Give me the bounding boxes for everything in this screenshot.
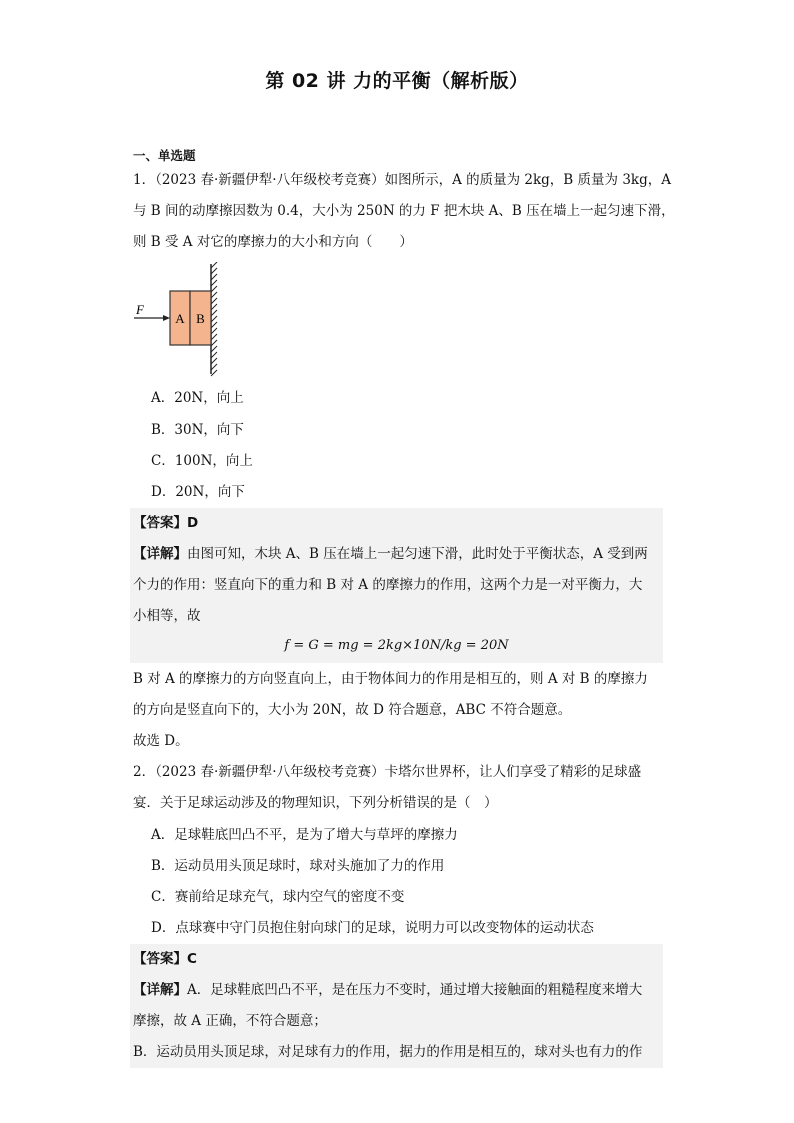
block-a-label: A: [175, 311, 185, 326]
q2-stem-line-1: 2．（2023 春·新疆伊犁·八年级校考竞赛）卡塔尔世界杯，让人们享受了精彩的足球盛: [133, 764, 642, 780]
q2-detail-line-3: B．运动员用头顶足球，对足球有力的作用，据力的作用是相互的，球对头也有力的作: [133, 1044, 643, 1060]
force-label: F: [136, 302, 144, 317]
q1-detail-line-1: [133, 544, 663, 564]
q1-detail-label: 【详解】: [133, 546, 187, 562]
q1-option-b: B．30N，向下: [151, 422, 244, 438]
q1-detail-line-2: 个力的作用：竖直向下的重力和 B 对 A 的摩擦力的作用，这两个力是一对平衡力，大: [133, 577, 643, 593]
q1-stem-line-1: 1．（2023 春·新疆伊犁·八年级校考竞赛）如图所示，A 的质量为 2kg，B 质量为 3kg，A: [133, 172, 671, 188]
wall-hatching: [211, 262, 217, 376]
q1-option-a: A．20N，向上: [151, 390, 244, 406]
q2-option-d: D．点球赛中守门员抱住射向球门的足球，说明力可以改变物体的运动状态: [151, 920, 594, 936]
q1-detail-line-3: 小相等，故: [133, 608, 201, 624]
q1-option-c: C．100N，向上: [151, 453, 253, 469]
q1-answer: [133, 513, 663, 533]
section-heading: 一、单选题: [133, 148, 196, 163]
q2-answer: [133, 949, 663, 969]
q2-detail-line-1: [133, 980, 663, 1000]
q2-detail-label: 【详解】: [133, 982, 187, 998]
q1-after-line-3: 故选 D。: [133, 733, 189, 749]
force-arrow-head: [163, 315, 170, 321]
q1-after-line-2: 的方向是竖直向下的，大小为 20N，故 D 符合题意，ABC 不符合题意。: [133, 702, 572, 718]
q2-stem-line-2: 宴．关于足球运动涉及的物理知识，下列分析错误的是（ ）: [133, 795, 498, 811]
q2-option-a: A．足球鞋底凹凸不平，是为了增大与草坪的摩擦力: [151, 827, 458, 843]
block-b-label: B: [196, 311, 205, 326]
page-title: 第 02 讲 力的平衡（解析版）: [265, 70, 529, 92]
q2-detail-line-2: 摩擦，故 A 正确，不符合题意；: [133, 1013, 327, 1029]
q2-answer-text: 【答案】C: [133, 951, 197, 967]
q1-formula: f = G = mg = 2kg×10N/kg = 20N: [284, 638, 509, 653]
q1-stem-line-2: 与 B 间的动摩擦因数为 0.4，大小为 250N 的力 F 把木块 A、B 压在墙上一起匀速下滑，: [133, 203, 675, 219]
q1-stem-line-3: 则 B 受 A 对它的摩擦力的大小和方向（ ）: [133, 234, 413, 250]
q2-detail-text-1: A．足球鞋底凹凸不平，是在压力不变时，通过增大接触面的粗糙程度来增大: [187, 982, 643, 998]
q2-option-c: C．赛前给足球充气，球内空气的密度不变: [151, 889, 405, 905]
block-wall-diagram: [130, 262, 230, 378]
q1-answer-text: 【答案】D: [133, 515, 199, 531]
q1-option-d: D．20N，向下: [151, 484, 245, 500]
q1-after-line-1: B 对 A 的摩擦力的方向竖直向上，由于物体间力的作用是相互的，则 A 对 B 的摩擦力: [133, 671, 648, 687]
q2-option-b: B．运动员用头顶足球时，球对头施加了力的作用: [151, 858, 445, 874]
q1-detail-text-1: 由图可知，木块 A、B 压在墙上一起匀速下滑，此时处于平衡状态，A 受到两: [187, 546, 648, 562]
